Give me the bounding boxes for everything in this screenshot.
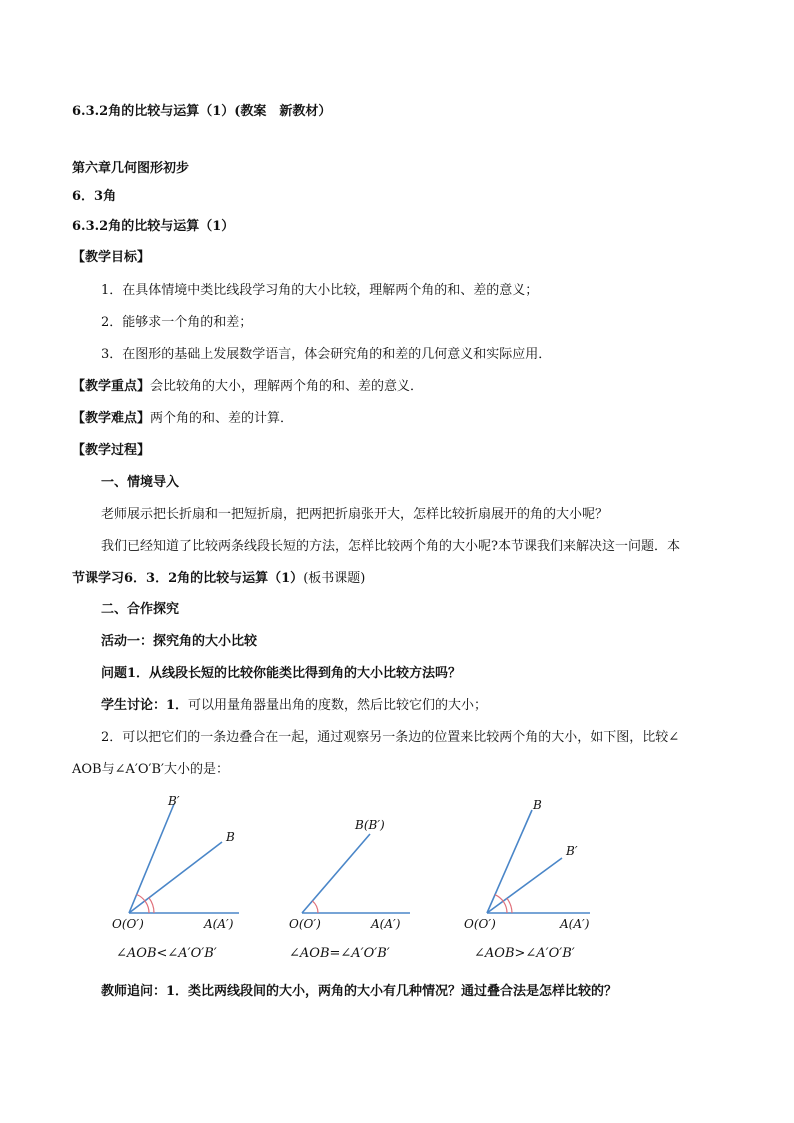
label-vertex: O(O′) xyxy=(464,917,496,931)
caption-equal: ∠AOB=∠A′O′B′ xyxy=(289,946,390,961)
teacher-question-label: 教师追问：1． xyxy=(101,984,189,999)
paragraph-1: 老师展示把长折扇和一把短折扇，把两把折扇张开大，怎样比较折扇展开的角的大小呢？ xyxy=(101,507,609,522)
difficulty xyxy=(72,411,293,427)
label-vertex: O(O′) xyxy=(289,917,321,931)
label-middle-ray: B′ xyxy=(566,844,578,858)
question-1: 问题1．从线段长短的比较你能类比得到角的大小比较方法吗？ xyxy=(101,666,462,681)
chapter-heading: 第六章几何图形初步 xyxy=(72,161,190,176)
activity-1: 活动一：探究角的大小比较 xyxy=(101,634,258,649)
process-heading: 【教学过程】 xyxy=(72,443,151,458)
board-note: (板书课题) xyxy=(303,571,366,586)
label-vertex: O(O′) xyxy=(112,917,144,931)
discussion-2b: AOB与∠A′O′B′大小的是： xyxy=(72,762,229,777)
section-heading: 6．3角 xyxy=(72,189,117,204)
lesson-title-inline: 节课学习6．3．2角的比较与运算（1） xyxy=(72,571,304,586)
angle-diagram-equal xyxy=(285,790,445,970)
angle-diagram-greater xyxy=(460,790,620,970)
teacher-question xyxy=(101,984,617,1000)
part1-heading: 一、情境导入 xyxy=(101,475,180,490)
goals-heading: 【教学目标】 xyxy=(72,250,151,265)
paragraph-2b xyxy=(72,571,365,587)
label-base-ray: A(A′) xyxy=(371,917,401,931)
discussion-label: 学生讨论：1． xyxy=(101,698,189,713)
difficulty-text: 两个角的和、差的计算． xyxy=(150,411,294,426)
difficulty-label: 【教学难点】 xyxy=(72,411,151,426)
key-point-text: 会比较角的大小，理解两个角的和、差的意义． xyxy=(150,379,424,394)
part2-heading: 二、合作探究 xyxy=(101,602,180,617)
angle-figure-greater xyxy=(460,790,620,970)
goal-3: 3．在图形的基础上发展数学语言，体会研究角的和差的几何意义和实际应用． xyxy=(101,347,552,362)
label-base-ray: A(A′) xyxy=(204,917,234,931)
label-base-ray: A(A′) xyxy=(560,917,590,931)
subsection-heading: 6.3.2角的比较与运算（1） xyxy=(72,219,235,234)
discussion-1 xyxy=(101,698,487,714)
goal-2: 2．能够求一个角的和差； xyxy=(101,315,253,330)
caption-less: ∠AOB<∠A′O′B′ xyxy=(116,946,217,961)
discussion-text-1: 可以用量角器量出角的度数，然后比较它们的大小； xyxy=(188,698,488,713)
angle-diagram-less xyxy=(112,790,272,970)
discussion-2a: 2．可以把它们的一条边叠合在一起，通过观察另一条边的位置来比较两个角的大小，如下图，比较∠ xyxy=(101,730,680,745)
caption-greater: ∠AOB>∠A′O′B′ xyxy=(474,946,575,961)
doc-title: 6.3.2角的比较与运算（1）(教案 新教材） xyxy=(72,104,332,119)
label-upper-ray: B′ xyxy=(168,794,180,808)
goal-1: 1．在具体情境中类比线段学习角的大小比较，理解两个角的和、差的意义； xyxy=(101,283,539,298)
angle-figure-equal xyxy=(285,790,445,970)
key-point-label: 【教学重点】 xyxy=(72,379,151,394)
angle-figure-less xyxy=(112,790,272,970)
paragraph-2a: 我们已经知道了比较两条线段长短的方法，怎样比较两个角的大小呢?本节课我们来解决这一问题．本 xyxy=(101,539,680,554)
teacher-question-text: 类比两线段间的大小，两角的大小有几种情况？通过叠合法是怎样比较的？ xyxy=(188,984,618,999)
label-middle-ray: B xyxy=(226,830,235,844)
label-upper-ray: B(B′) xyxy=(355,818,385,832)
key-point xyxy=(72,379,423,395)
label-upper-ray: B xyxy=(533,798,542,812)
